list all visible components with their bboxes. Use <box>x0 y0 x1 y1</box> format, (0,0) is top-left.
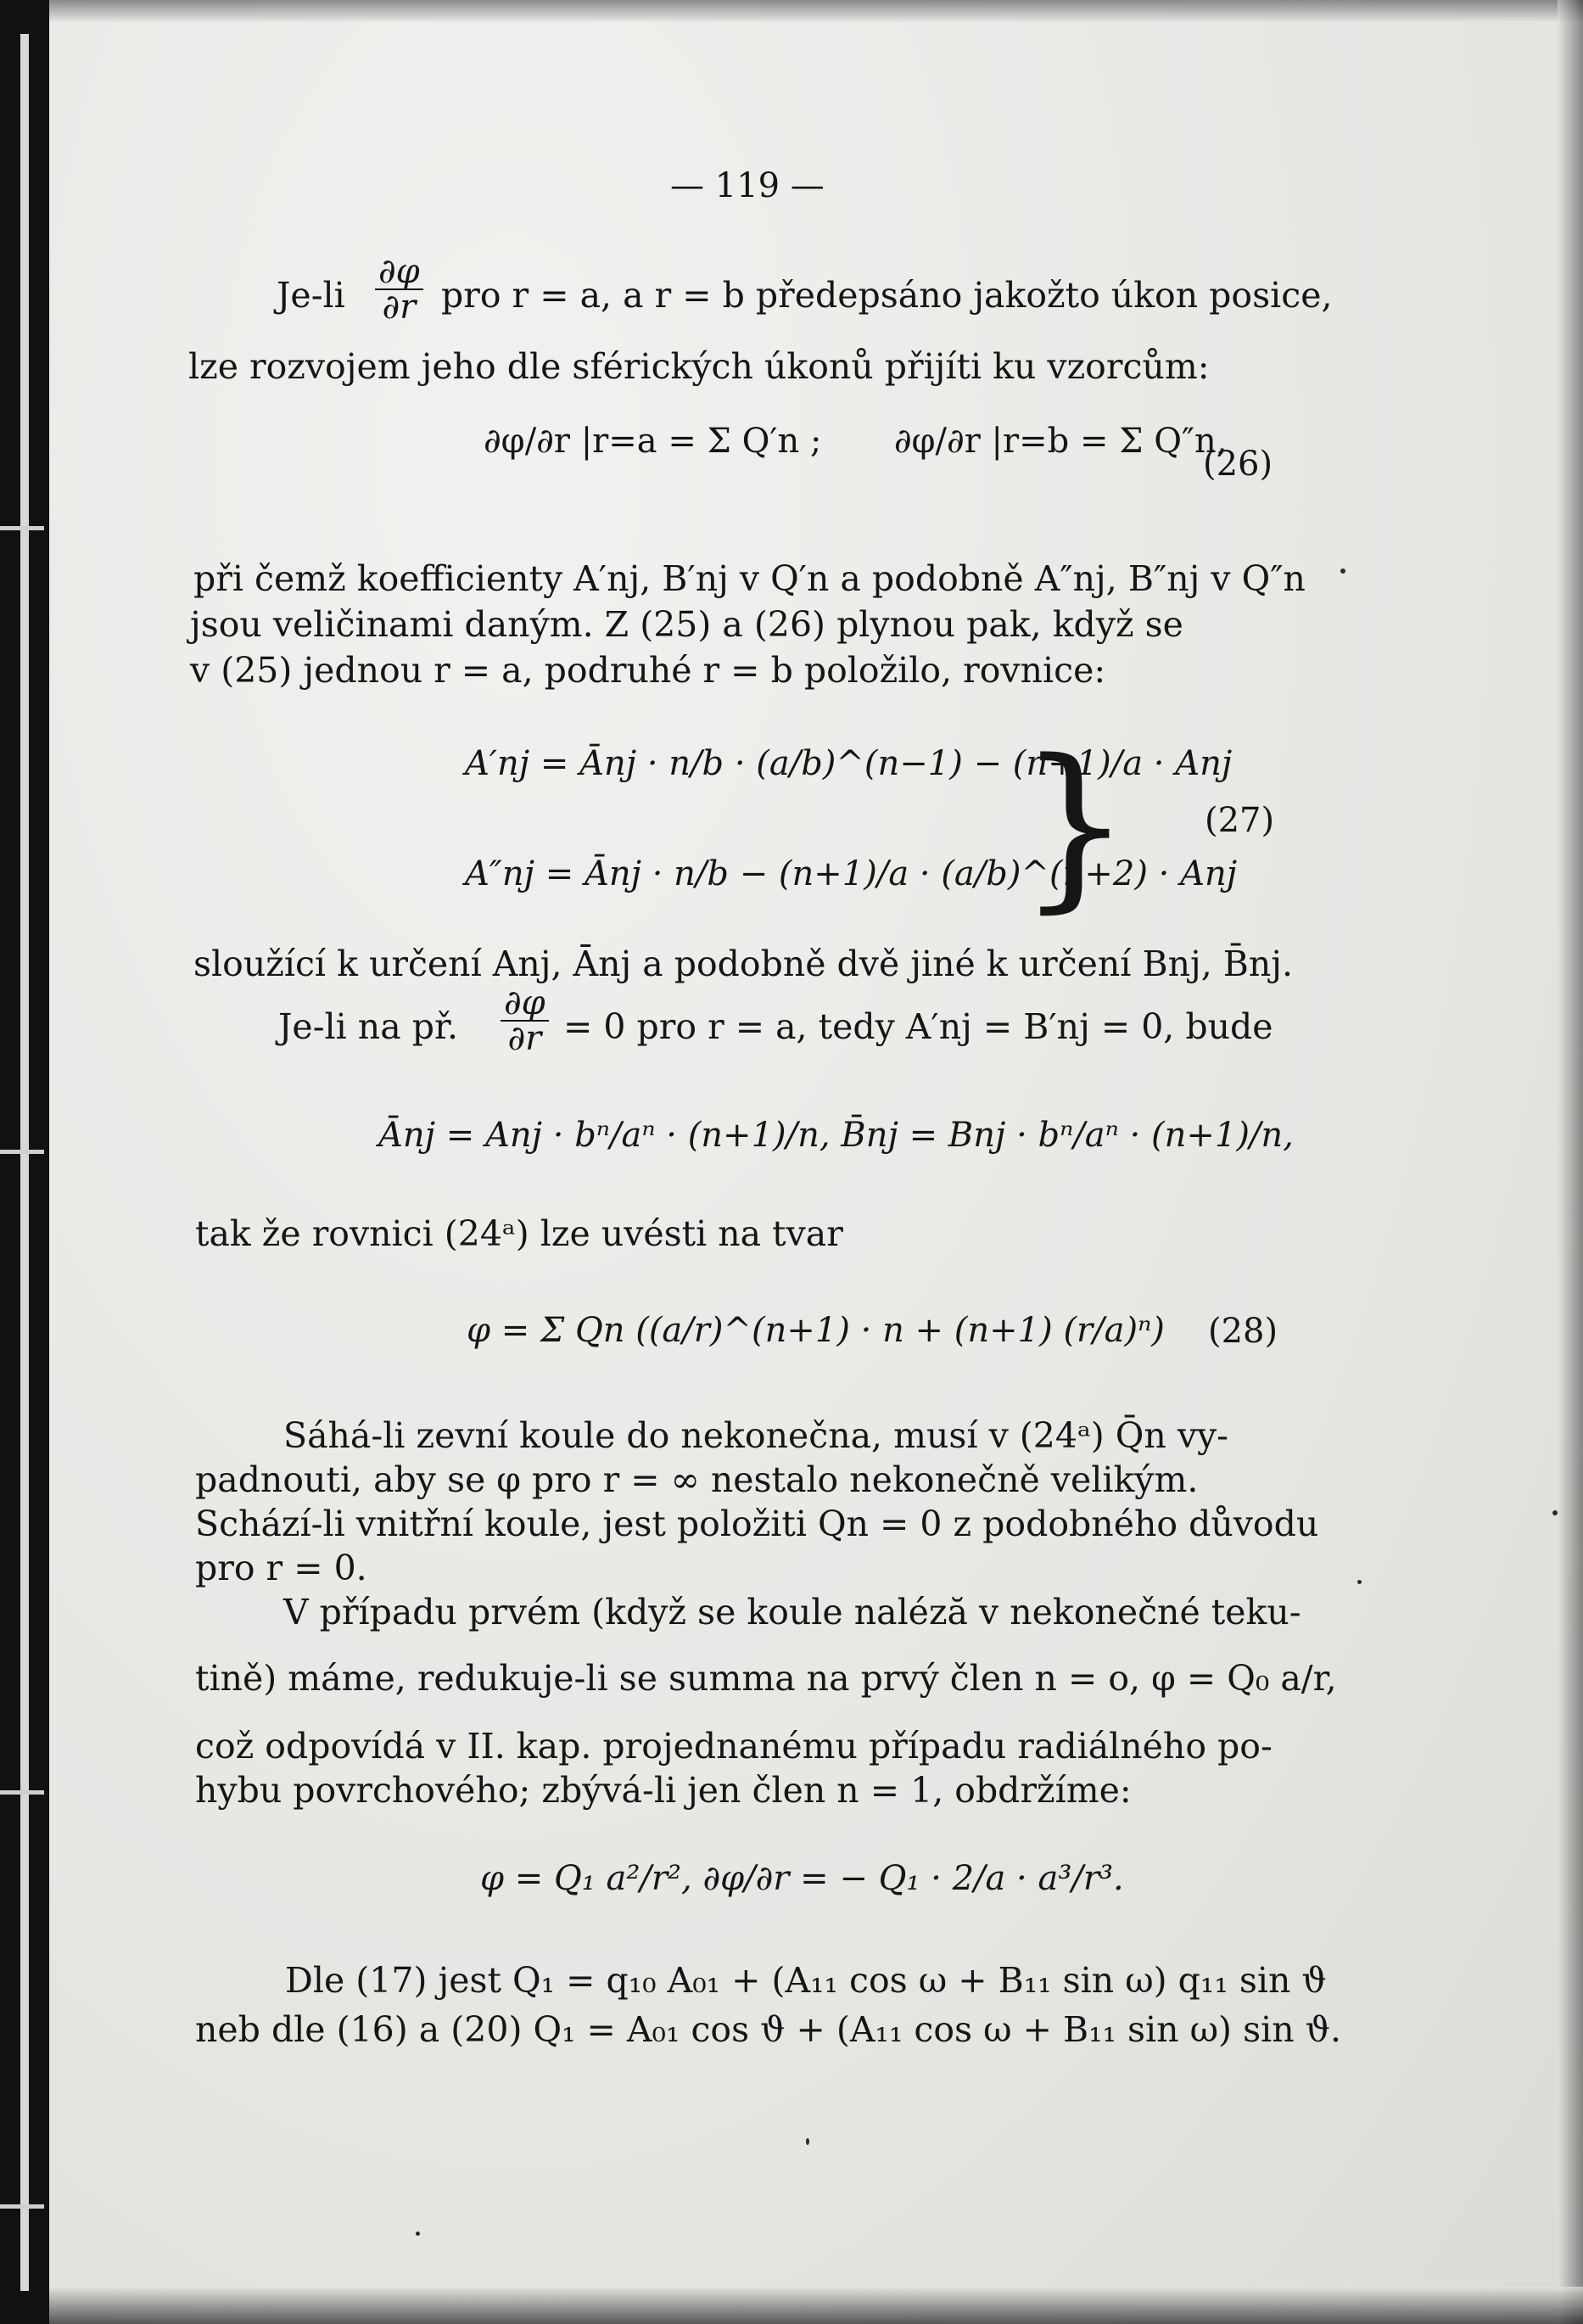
equation-28: φ = Σ Qn ((a/r)^(n+1) · n + (n+1) (r/a)ⁿ) <box>467 1311 1165 1350</box>
paragraph-2-line2: jsou veličinami daným. Z (25) a (26) plynou pak, když se <box>190 604 1183 645</box>
paragraph-7-line2: neb dle (16) a (20) Q₁ = A₀₁ cos ϑ + (A₁₁ cos ω + B₁₁ sin ω) sin ϑ. <box>195 2009 1341 2050</box>
page-number: — 119 — <box>670 166 825 205</box>
scan-tick <box>0 526 44 530</box>
equation-27-brace: } <box>1018 721 1132 929</box>
equation-27-row1: A′nj = Ānj · n/b · (a/b)^(n−1) − (n+1)/a · Anj <box>465 744 1233 783</box>
paragraph-1-lead: Je-li <box>277 275 345 316</box>
scan-right-shadow <box>1558 0 1583 2324</box>
paragraph-1-line2: lze rozvojem jeho dle sférických úkonů přijíti ku vzorcům: <box>188 346 1210 387</box>
inline-derivative-2: $\frac{\partial\varphi}{\partial r}$ <box>497 986 552 1056</box>
equation-final: φ = Q₁ a²/r², ∂φ/∂r = − Q₁ · 2/a · a³/r³. <box>480 1859 1124 1898</box>
equation-27-row2: A″nj = Ānj · n/b − (n+1)/a · (a/b)^(n+2) · Anj <box>465 854 1238 893</box>
scan-binding-rule <box>20 34 29 2291</box>
inline-derivative: $\frac{\partial\varphi}{\partial r}$ <box>372 255 427 324</box>
paragraph-5-line4: pro r = 0. <box>195 1548 367 1588</box>
equation-26 <box>484 422 1228 461</box>
scan-tick <box>0 1150 44 1154</box>
scan-speck <box>1552 1510 1558 1515</box>
paragraph-4: tak že rovnici (24ᵃ) lze uvésti na tvar <box>195 1213 843 1254</box>
equation-28-number: (28) <box>1208 1312 1278 1351</box>
paragraph-6-line2: tině) máme, redukuje-li se summa na prvý člen n = o, φ = Q₀ a/r, <box>195 1658 1337 1699</box>
scan-top-shadow <box>49 0 1583 22</box>
equation-26-number: (26) <box>1203 445 1273 484</box>
equation-26-left: ∂φ/∂r |r=a = Σ Q′n ; <box>484 422 822 461</box>
scan-speck <box>806 2138 809 2145</box>
equation-26-right: ∂φ/∂r |r=b = Σ Q″n, <box>893 422 1228 461</box>
paragraph-5-line1: Sáhá-li zevní koule do nekonečna, musí v (24ᵃ) Q̄n vy- <box>283 1415 1229 1456</box>
scan-tick <box>0 2204 44 2209</box>
paragraph-2-line1: při čemž koefficienty A′nj, B′nj v Q′n a podobně A″nj, B″nj v Q″n <box>193 558 1306 599</box>
equation-bar: Ānj = Anj · bⁿ/aⁿ · (n+1)/n, B̄nj = Bnj · bⁿ/aⁿ · (n+1)/n, <box>378 1116 1294 1155</box>
scan-tick <box>0 1790 44 1795</box>
scan-speck <box>1340 568 1345 574</box>
equation-27-number: (27) <box>1205 801 1275 840</box>
paragraph-3-line1: sloužící k určení Anj, Ānj a podobně dvě jiné k určení Bnj, B̄nj. <box>193 944 1294 984</box>
paragraph-1-text: pro r = a, a r = b předepsáno jakožto úkon posice, <box>441 275 1333 316</box>
paragraph-3-rest: = 0 pro r = a, tedy A′nj = B′nj = 0, bude <box>563 1006 1273 1047</box>
paragraph-5-line3: Schází-li vnitřní koule, jest položiti Qn = 0 z podobného důvodu <box>195 1504 1319 1544</box>
paragraph-6-line4: hybu povrchového; zbývá-li jen člen n = 1, obdržíme: <box>195 1770 1132 1811</box>
paragraph-7-line1: Dle (17) jest Q₁ = q₁₀ A₀₁ + (A₁₁ cos ω + B₁₁ sin ω) q₁₁ sin ϑ <box>285 1960 1327 2001</box>
paragraph-6-line3: což odpovídá v II. kap. projednanému případu radiálného po- <box>195 1726 1273 1767</box>
paragraph-6-line1: V případu prvém (když se koule naléză v nekonečné teku- <box>283 1592 1301 1632</box>
paragraph-3-lead: Je-li na př. <box>278 1006 459 1047</box>
scan-bottom-shadow <box>49 2287 1583 2324</box>
scan-speck <box>416 2232 420 2236</box>
paragraph-2-line3: v (25) jednou r = a, podruhé r = b položilo, rovnice: <box>190 650 1106 691</box>
scan-speck <box>1357 1580 1362 1584</box>
paragraph-5-line2: padnouti, aby se φ pro r = ∞ nestalo nekonečně velikým. <box>195 1459 1199 1500</box>
